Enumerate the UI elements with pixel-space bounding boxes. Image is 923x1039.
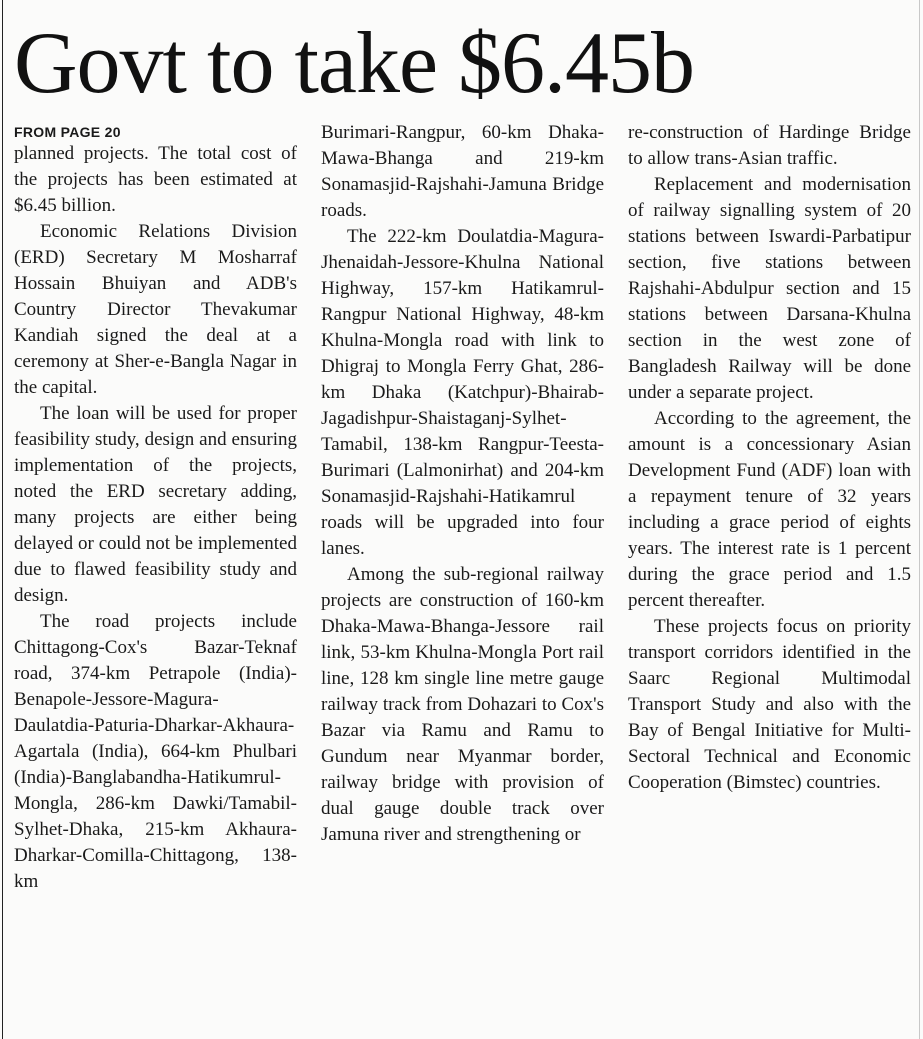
left-column-rule [2,0,3,1039]
paragraph-3-3: According to the agreement, the amount is a concessionary Asian Development Fund (ADF) loan with a repayment tenure of 32 years including a grace period of eights years. The interest rate is 1 percent during the grace period and 1.5 percent thereafter. [628,408,911,611]
article-column-2 [321,120,604,848]
headline: Govt to take $6.45b [14,15,695,112]
paragraph-3-4: These projects focus on priority transport corridors identified in the Saarc Regional Multimodal Transport Study and also with the Bay of Bengal Initiative for Multi-Sectoral Technical and Economic Cooperation (Bimstec) countries. [628,616,911,793]
article-column-3 [628,120,911,796]
paragraph-1-1: planned projects. The total cost of the projects has been estimated at $6.45 billion. [14,143,297,216]
kicker-from-page: FROM PAGE 20 [14,124,121,140]
paragraph-3-2: Replacement and modernisation of railway signalling system of 20 stations between Iswardi-Parbatipur section, five stations between Rajshahi-Abdulpur section and 15 stations between Darsana-Khulna section in the west zone of Bangladesh Railway will be done under a separate project. [628,174,911,403]
paragraph-2-3: Among the sub-regional railway projects are construction of 160-km Dhaka-Mawa-Bhanga-Jessore rail link, 53-km Khulna-Mongla Port rail line, 128 km single line metre gauge railway track from Dohazari to Cox's Bazar via Ramu and Ramu to Gundum near Myanmar border, railway bridge with provision of dual gauge double track over Jamuna river and strengthening or [321,564,604,845]
paragraph-3-1: re-construction of Hardinge Bridge to allow trans-Asian traffic. [628,122,911,169]
article-column-1 [14,123,297,895]
paragraph-2-2: The 222-km Doulatdia-Magura-Jhenaidah-Jessore-Khulna National Highway, 157-km Hatikamrul-Rangpur National Highway, 48-km Khulna-Mongla road with link to Dhigraj to Mongla Ferry Ghat, 286-km Dhaka (Katchpur)-Bhairab-Jagadishpur-Shaistaganj-Sylhet-Tamabil, 138-km Rangpur-Teesta-Burimari (Lalmonirhat) and 204-km Sonamasjid-Rajshahi-Hatikamrul roads will be upgraded into four lanes. [321,226,604,559]
paragraph-2-1: Burimari-Rangpur, 60-km Dhaka-Mawa-Bhanga and 219-km Sonamasjid-Rajshahi-Jamuna Bridge roads. [321,122,604,221]
paragraph-1-4: The road projects include Chittagong-Cox's Bazar-Teknaf road, 374-km Petrapole (India)-Benapole-Jessore-Magura-Daulatdia-Paturia-Dharkar-Akhaura-Agartala (India), 664-km Phulbari (India)-Banglabandha-Hatikumrul-Mongla, 286-km Dawki/Tamabil-Sylhet-Dhaka, 215-km Akhaura-Dharkar-Comilla-Chittagong, 138-km [14,611,297,892]
paragraph-1-3: The loan will be used for proper feasibility study, design and ensuring implementation of the projects, noted the ERD secretary adding, many projects are either being delayed or could not be implemented due to flawed feasibility study and design. [14,403,297,606]
right-edge-rule [919,0,920,1039]
paragraph-1-2: Economic Relations Division (ERD) Secretary M Mosharraf Hossain Bhuiyan and ADB's Country Director Thevakumar Kandiah signed the deal at a ceremony at Sher-e-Bangla Nagar in the capital. [14,221,297,398]
